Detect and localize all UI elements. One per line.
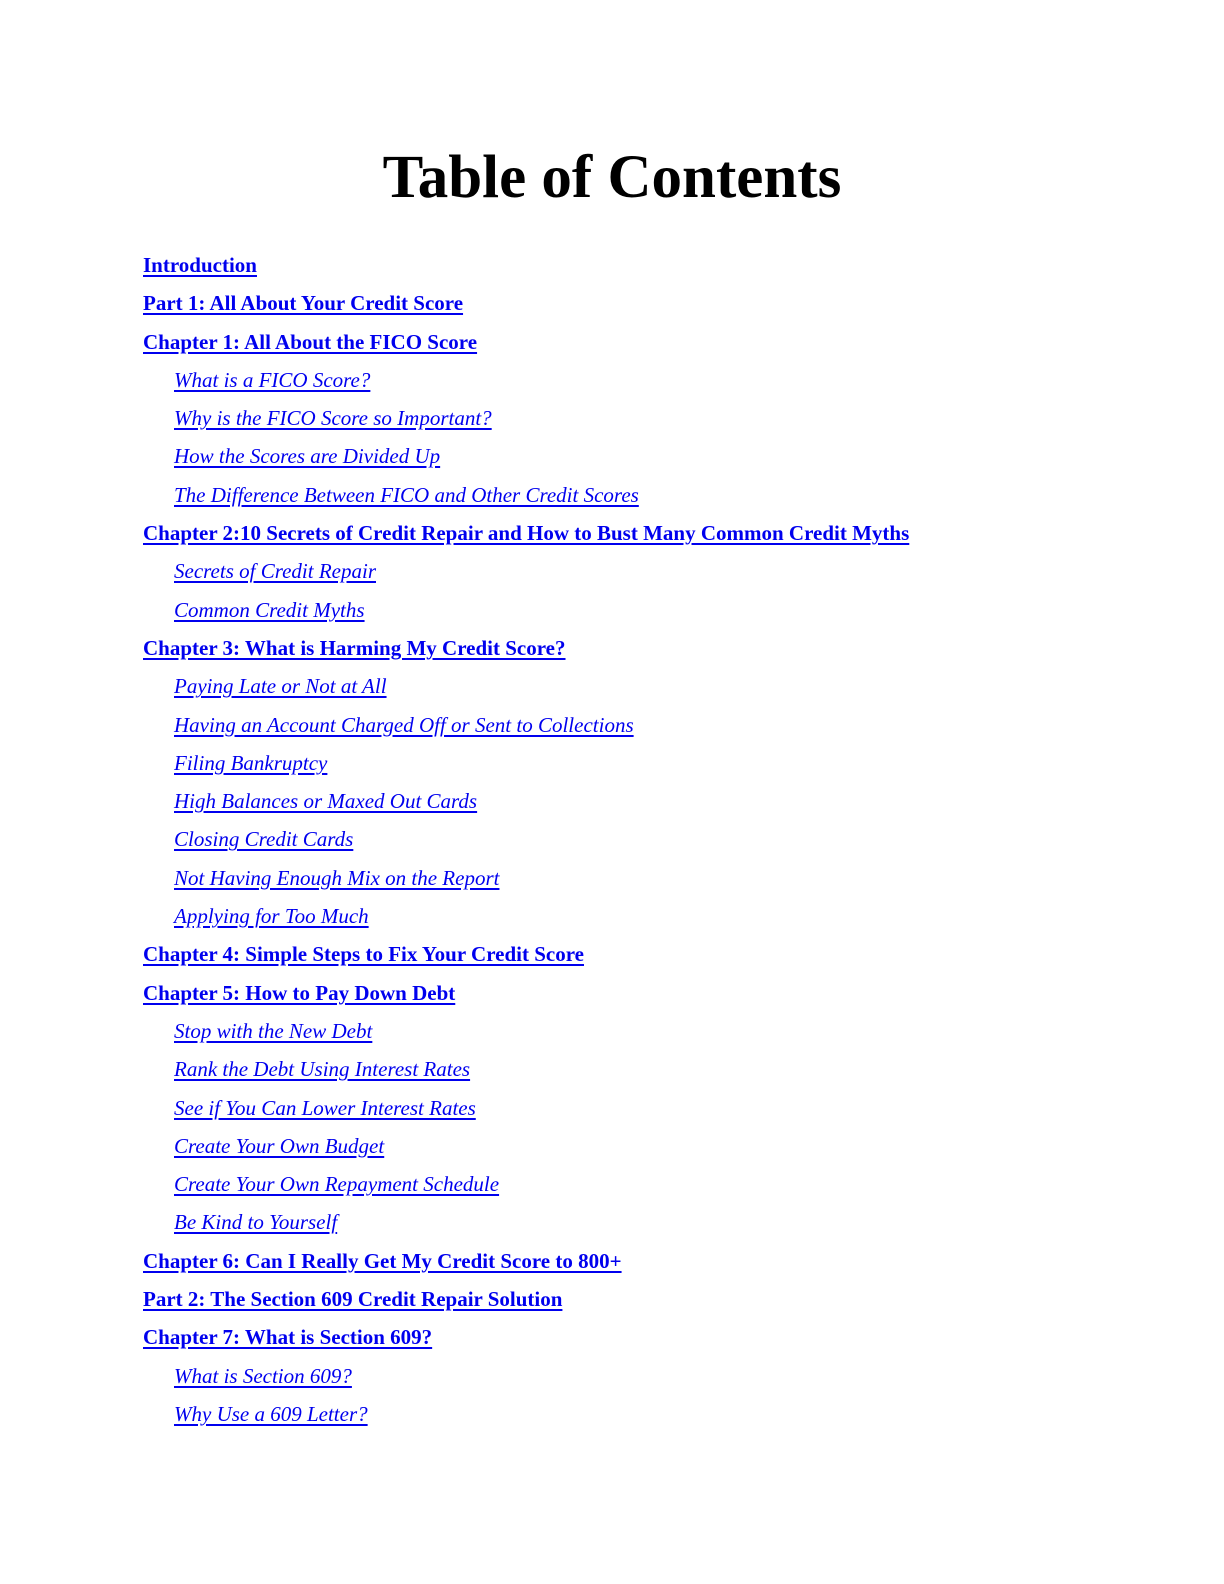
toc-section-entry: [0, 1092, 1224, 1130]
toc-section-link[interactable]: Applying for Too Much: [174, 904, 369, 929]
toc-section-link[interactable]: Why Use a 609 Letter?: [174, 1401, 368, 1426]
toc-section-link[interactable]: Common Credit Myths: [174, 597, 365, 622]
toc-section-entry: [0, 364, 1224, 402]
toc-section-link[interactable]: Create Your Own Budget: [174, 1133, 385, 1158]
toc-chapter-entry: [0, 517, 1224, 555]
toc-section-entry: [0, 440, 1224, 478]
toc-chapter-entry: [0, 326, 1224, 364]
toc-chapter-link[interactable]: Chapter 6: Can I Really Get My Credit Score to 800+: [143, 1248, 622, 1273]
toc-section-link[interactable]: Secrets of Credit Repair: [174, 559, 376, 584]
toc-section-link[interactable]: Create Your Own Repayment Schedule: [174, 1172, 500, 1197]
toc-section-entry: [0, 785, 1224, 823]
toc-section-link[interactable]: Stop with the New Debt: [174, 1018, 373, 1043]
toc-section-entry: [0, 555, 1224, 593]
toc-section-entry: [0, 862, 1224, 900]
toc-chapter-entry: [0, 632, 1224, 670]
toc-chapter-link[interactable]: Chapter 4: Simple Steps to Fix Your Credit Score: [143, 942, 584, 967]
toc-chapter-entry: [0, 249, 1224, 287]
toc-section-link[interactable]: See if You Can Lower Interest Rates: [174, 1095, 476, 1120]
toc-section-link[interactable]: What is a FICO Score?: [174, 367, 371, 392]
toc-chapter-link[interactable]: Part 1: All About Your Credit Score: [143, 291, 464, 316]
toc-section-link[interactable]: High Balances or Maxed Out Cards: [174, 789, 478, 814]
toc-section-entry: [0, 670, 1224, 708]
toc-section-link[interactable]: What is Section 609?: [174, 1363, 352, 1388]
toc-section-entry: [0, 479, 1224, 517]
toc-section-entry: [0, 594, 1224, 632]
toc-chapter-link[interactable]: Chapter 1: All About the FICO Score: [143, 329, 478, 354]
toc-section-entry: [0, 402, 1224, 440]
toc-chapter-entry: [0, 1321, 1224, 1359]
toc-section-entry: [0, 1130, 1224, 1168]
toc-section-entry: [0, 1053, 1224, 1091]
toc-chapter-link[interactable]: Chapter 5: How to Pay Down Debt: [143, 980, 456, 1005]
toc-chapter-link[interactable]: Chapter 7: What is Section 609?: [143, 1325, 433, 1350]
toc-chapter-entry: [0, 938, 1224, 976]
toc-chapter-entry: [0, 287, 1224, 325]
toc-chapter-link[interactable]: Introduction: [143, 253, 257, 277]
toc-chapter-link[interactable]: Chapter 3: What is Harming My Credit Score?: [143, 635, 566, 660]
toc-chapter-entry: [0, 1283, 1224, 1321]
toc-section-link[interactable]: How the Scores are Divided Up: [174, 444, 441, 469]
toc-section-entry: [0, 823, 1224, 861]
toc-chapter-link[interactable]: Part 2: The Section 609 Credit Repair Solution: [143, 1287, 563, 1312]
toc-section-entry: [0, 900, 1224, 938]
toc-section-entry: [0, 709, 1224, 747]
toc-section-link[interactable]: Not Having Enough Mix on the Report: [174, 865, 500, 890]
table-of-contents: [0, 249, 1224, 1436]
toc-section-link[interactable]: Paying Late or Not at All: [174, 674, 387, 699]
toc-chapter-entry: [0, 977, 1224, 1015]
toc-section-link[interactable]: Rank the Debt Using Interest Rates: [174, 1057, 471, 1082]
toc-section-link[interactable]: Why is the FICO Score so Important?: [174, 406, 492, 431]
toc-section-entry: [0, 1206, 1224, 1244]
toc-chapter-entry: [0, 1245, 1224, 1283]
toc-section-link[interactable]: The Difference Between FICO and Other Credit Scores: [174, 482, 639, 507]
toc-section-entry: [0, 1360, 1224, 1398]
toc-section-entry: [0, 747, 1224, 785]
toc-section-link[interactable]: Filing Bankruptcy: [174, 750, 328, 775]
toc-section-link[interactable]: Closing Credit Cards: [174, 827, 354, 852]
toc-chapter-link[interactable]: Chapter 2:10 Secrets of Credit Repair and How to Bust Many Common Credit Myths: [143, 521, 910, 546]
page-title: Table of Contents: [382, 144, 842, 211]
toc-section-entry: [0, 1168, 1224, 1206]
toc-section-entry: [0, 1398, 1224, 1436]
toc-section-entry: [0, 1015, 1224, 1053]
toc-section-link[interactable]: Be Kind to Yourself: [174, 1210, 338, 1235]
toc-section-link[interactable]: Having an Account Charged Off or Sent to Collections: [174, 712, 634, 737]
